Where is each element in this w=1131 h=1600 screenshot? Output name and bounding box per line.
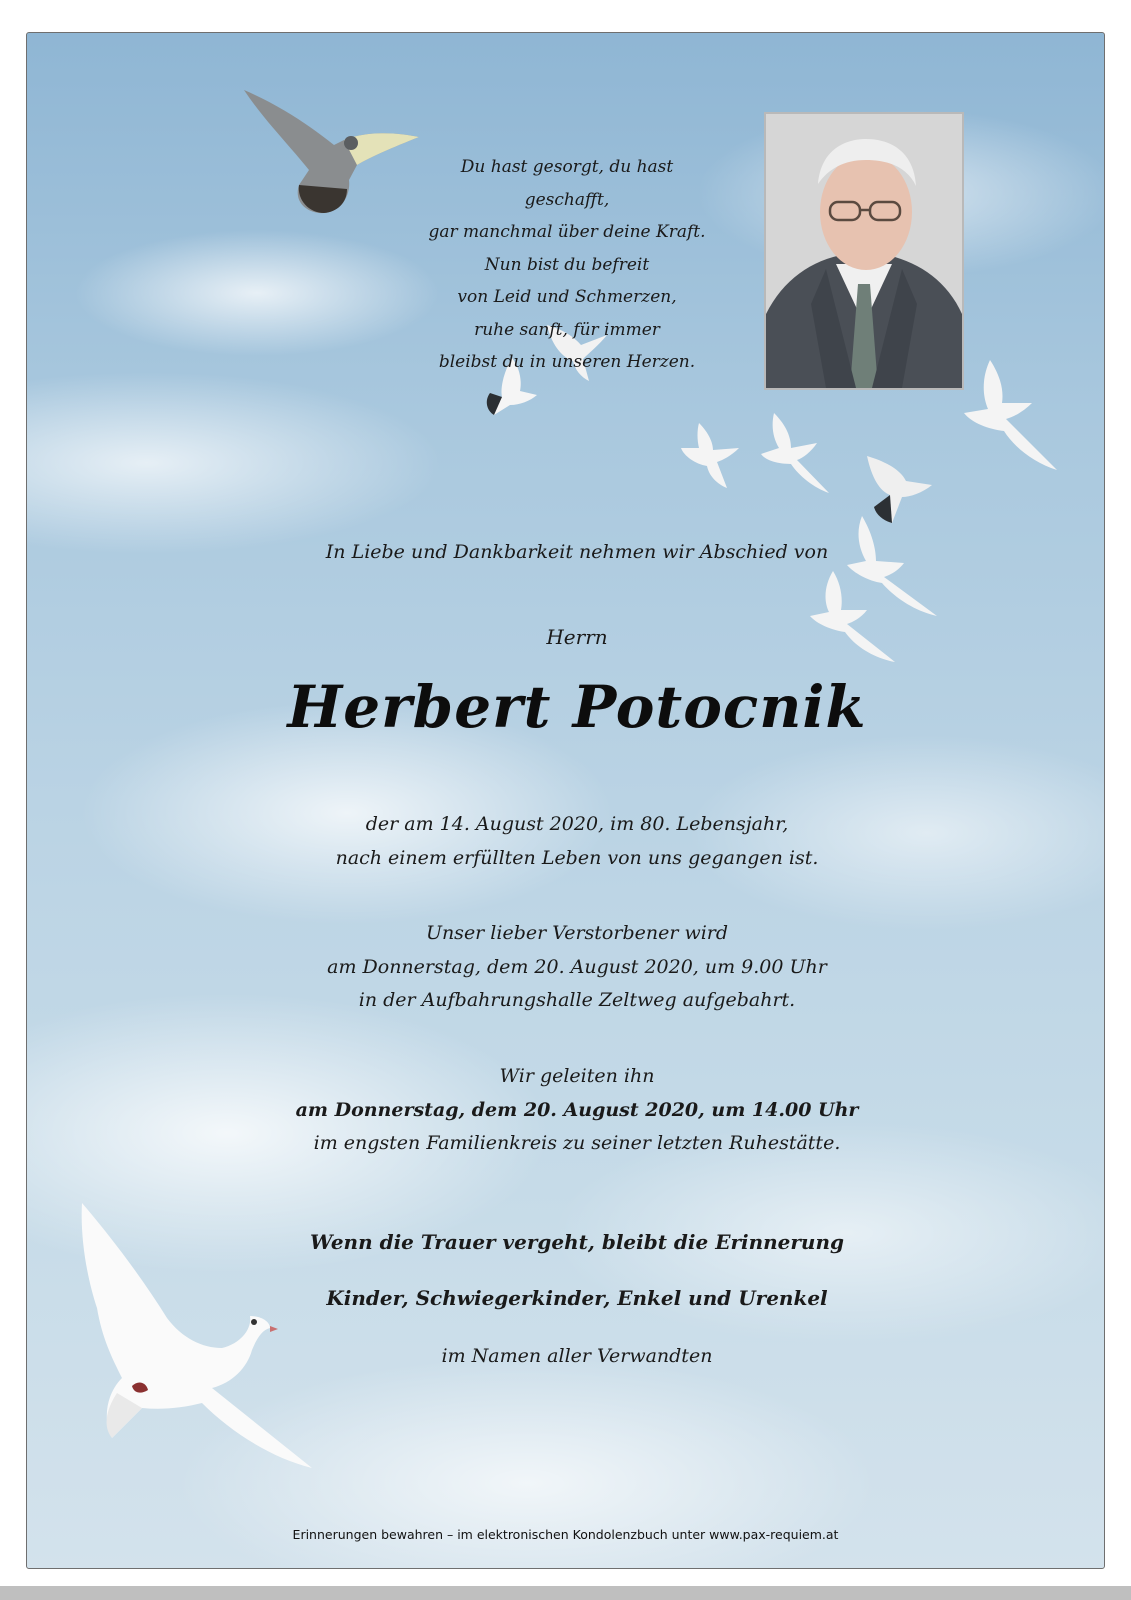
deceased-name: Herbert Potocnik [287,673,867,741]
poem-line: ruhe sanft, für immer [474,319,660,340]
funeral-line: Wir geleiten ihn [499,1065,655,1087]
poem [417,151,717,379]
viewing-line: Unser lieber Verstorbener wird [425,922,729,944]
dove-icon [759,408,844,498]
poem-line: von Leid und Schmerzen, [457,287,677,307]
viewing-line: in der Aufbahrungshalle Zeltweg aufgebahrt. [358,989,796,1011]
funeral-date-line: am Donnerstag, dem 20. August 2020, um 14.00 Uhr [295,1098,859,1121]
dove-icon [962,355,1062,475]
death-line: der am 14. August 2020, im 80. Lebensjahr, [365,813,789,835]
page-bottom-rule [0,1586,1131,1600]
family-signature: Kinder, Schwiegerkinder, Enkel und Urenkel [326,1286,828,1310]
poem-line: Nun bist du befreit [484,254,650,275]
pigeon-icon [239,85,424,225]
funeral-line: im engsten Familienkreis zu seiner letzten Ruhestätte. [313,1132,841,1154]
funeral-notice [267,1060,887,1161]
dove-icon [679,418,754,493]
death-notice [267,808,887,875]
death-line: nach einem erfüllten Leben von uns gegangen ist. [335,846,819,869]
poem-line: Du hast gesorgt, du hast geschafft, [460,157,674,210]
dove-icon [807,566,902,666]
portrait-photo [764,112,964,390]
obituary-card [26,32,1105,1569]
salutation: Herrn [546,625,608,649]
footer-text: Erinnerungen bewahren – im elektronischen Kondolenzbuch unter www.pax-requiem.at [292,1527,839,1542]
viewing-notice [267,917,887,1018]
relatives-signature: im Namen aller Verwandten [441,1345,713,1367]
intro-text: In Liebe und Dankbarkeit nehmen wir Abschied von [325,541,829,563]
poem-line: bleibst du in unseren Herzen. [438,352,696,372]
motto: Wenn die Trauer vergeht, bleibt die Erinnerung [309,1230,844,1254]
viewing-line: am Donnerstag, dem 20. August 2020, um 9.00 Uhr [327,955,827,978]
poem-line: gar manchmal über deine Kraft. [428,222,706,242]
